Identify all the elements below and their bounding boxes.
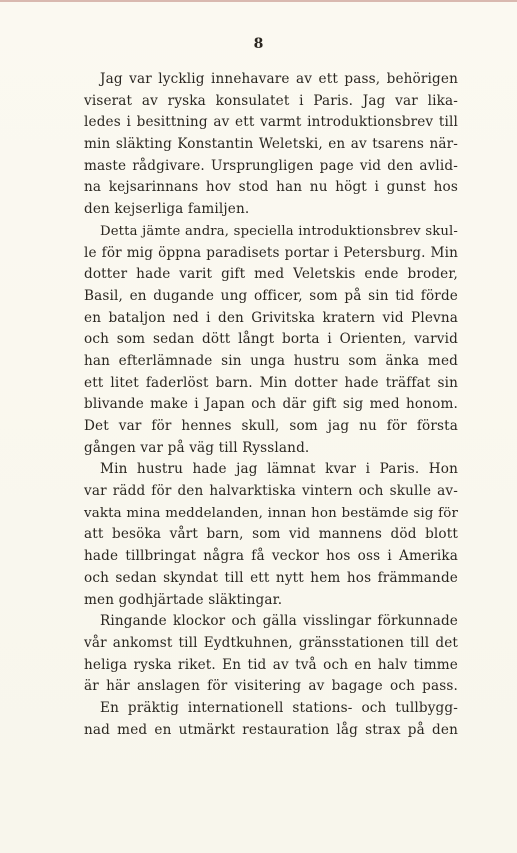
text-line: heliga ryska riket. En tid av två och en halv timme [84, 656, 458, 673]
text-line: Ringande klockor och gälla visslingar förkunnade [100, 613, 458, 630]
text-line: nad med en utmärkt restauration låg strax på den [84, 721, 458, 738]
text-line: maste rådgivare. Ursprungligen page vid den avlid- [84, 157, 458, 174]
text-line: vakta mina meddelanden, innan hon bestämde sig för [84, 505, 458, 521]
text-line: viserat av ryska konsulatet i Paris. Jag var lika- [84, 92, 458, 109]
text-line: vår ankomst till Eydtkuhnen, gränsstationen till det [84, 634, 458, 651]
text-line: och sedan skyndat till ett nytt hem hos främmande [84, 569, 458, 586]
page-number: 8 [253, 36, 264, 52]
text-line: men godhjärtade släktingar. [84, 591, 283, 608]
text-line: blivande make i Japan och där gift sig med honom. [84, 396, 458, 413]
text-line: na kejsarinnans hov stod han nu högt i gunst hos [84, 179, 458, 196]
text-line: Jag var lycklig innehavare av ett pass, behörigen [100, 71, 458, 87]
text-line: en bataljon ned i den Grivitska kratern vid Plevna [84, 309, 458, 326]
text-line: Detta jämte andra, speciella introduktionsbrev skul- [100, 223, 458, 239]
text-line: den kejserliga familjen. [84, 201, 250, 218]
text-line: min släkting Konstantin Weletski, en av tsarens när- [84, 136, 458, 153]
text-line: och som sedan dött långt borta i Orienten, varvid [84, 331, 458, 348]
text-line: En präktig internationell stations- och tullbygg- [100, 699, 458, 716]
text-line: Det var för hennes skull, som jag nu för första [84, 418, 458, 434]
text-line: var rädd för den halvarktiska vintern och skulle av- [84, 483, 458, 500]
text-line: ett litet faderlöst barn. Min dotter hade träffat sin [84, 374, 458, 391]
body-text [84, 69, 458, 741]
text-line: att besöka vårt barn, som vid mannens död blott [84, 526, 458, 543]
text-line: är här anslagen för visitering av bagage och pass. [84, 678, 458, 695]
text-line: le för mig öppna paradisets portar i Petersburg. Min [84, 244, 458, 261]
text-line: dotter hade varit gift med Veletskis ende broder, [84, 266, 458, 283]
text-line: Min hustru hade jag lämnat kvar i Paris. Hon [100, 461, 458, 478]
text-line: Basil, en dugande ung officer, som på sin tid förde [84, 287, 458, 304]
text-line: gången var på väg till Ryssland. [84, 439, 310, 456]
text-line: hade tillbringat några få veckor hos oss i Amerika [84, 548, 458, 565]
page-top-edge [0, 0, 517, 2]
text-line: ledes i besittning av ett varmt introduktionsbrev till [84, 114, 458, 131]
text-line: han efterlämnade sin unga hustru som änka med [84, 352, 458, 369]
